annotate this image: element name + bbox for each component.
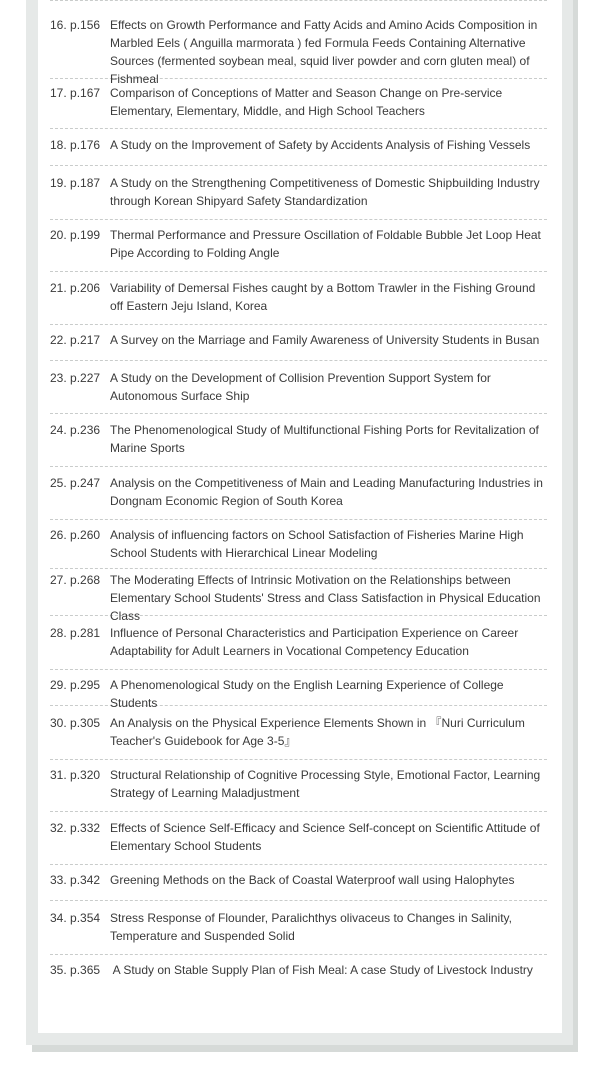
- article-page-ref: 20. p.199: [50, 228, 101, 242]
- article-title[interactable]: A Study on the Strengthening Competitiveness of Domestic Shipbuilding Industry through Korean Shipyard Safety Standardization: [110, 176, 540, 208]
- article-title[interactable]: Effects on Growth Performance and Fatty Acids and Amino Acids Composition in Marbled Eels ( Anguilla marmorata ) fed Formula Feeds Containing Alternative Sources (fermented soybean meal, squid liver powder and corn gluten meal) of Fishmeal: [110, 18, 538, 86]
- list-item[interactable]: [50, 224, 547, 272]
- article-title[interactable]: A Survey on the Marriage and Family Awareness of University Students in Busan: [110, 333, 540, 347]
- list-item[interactable]: [50, 134, 547, 166]
- article-title[interactable]: The Phenomenological Study of Multifunctional Fishing Ports for Revitalization of Marine Sports: [110, 423, 539, 455]
- article-page-ref: 19. p.187: [50, 176, 101, 190]
- article-page-ref: 17. p.167: [50, 86, 101, 100]
- article-title[interactable]: Effects of Science Self-Efficacy and Science Self-concept on Scientific Attitude of Elementary School Students: [110, 821, 540, 853]
- article-title[interactable]: Influence of Personal Characteristics and Participation Experience on Career Adaptability for Adult Learners in Vocational Competency Education: [110, 626, 519, 658]
- article-page-ref: 31. p.320: [50, 768, 101, 782]
- list-item[interactable]: [50, 419, 547, 467]
- article-title[interactable]: A Study on Stable Supply Plan of Fish Meal: A case Study of Livestock Industry: [110, 963, 533, 977]
- article-title[interactable]: A Study on the Improvement of Safety by Accidents Analysis of Fishing Vessels: [110, 138, 531, 152]
- list-item[interactable]: [50, 329, 547, 361]
- list-item[interactable]: [50, 277, 547, 325]
- article-title[interactable]: Stress Response of Flounder, Paralichthys olivaceus to Changes in Salinity, Temperature and Suspended Solid: [110, 911, 512, 943]
- article-page-ref: 35. p.365: [50, 963, 101, 977]
- article-page-ref: 32. p.332: [50, 821, 101, 835]
- article-page-ref: 18. p.176: [50, 138, 101, 152]
- list-item[interactable]: [50, 82, 547, 129]
- list-item[interactable]: [50, 674, 547, 710]
- article-page-ref: 34. p.354: [50, 911, 101, 925]
- article-page-ref: 24. p.236: [50, 423, 101, 437]
- article-title[interactable]: Greening Methods on the Back of Coastal Waterproof wall using Halophytes: [110, 873, 515, 887]
- article-page-ref: 25. p.247: [50, 476, 101, 490]
- article-page-ref: 28. p.281: [50, 626, 101, 640]
- article-title[interactable]: Analysis on the Competitiveness of Main and Leading Manufacturing Industries in Dongnam Economic Region of South Korea: [110, 476, 543, 508]
- list-item[interactable]: [50, 524, 547, 569]
- article-page-ref: 27. p.268: [50, 573, 101, 587]
- article-title[interactable]: Comparison of Conceptions of Matter and Season Change on Pre-service Elementary, Elementary, Middle, and High School Teachers: [110, 86, 503, 118]
- article-title[interactable]: An Analysis on the Physical Experience Elements Shown in 『Nuri Curriculum Teacher's Guidebook for Age 3-5』: [110, 716, 525, 748]
- list-item[interactable]: [50, 14, 547, 86]
- article-page-ref: 21. p.206: [50, 281, 101, 295]
- list-item[interactable]: [50, 569, 547, 623]
- article-page-ref: 33. p.342: [50, 873, 101, 887]
- article-title[interactable]: A Phenomenological Study on the English Learning Experience of College Students: [110, 678, 504, 710]
- list-item[interactable]: [50, 959, 547, 991]
- article-page-ref: 26. p.260: [50, 528, 101, 542]
- article-title[interactable]: Thermal Performance and Pressure Oscillation of Foldable Bubble Jet Loop Heat Pipe According to Folding Angle: [110, 228, 541, 260]
- list-top-divider: [50, 0, 547, 1]
- list-item[interactable]: [50, 712, 547, 760]
- list-item[interactable]: [50, 622, 547, 670]
- article-page-ref: 23. p.227: [50, 371, 101, 385]
- article-page-ref: 16. p.156: [50, 18, 101, 32]
- list-item[interactable]: [50, 817, 547, 865]
- article-title[interactable]: A Study on the Development of Collision Prevention Support System for Autonomous Surface Ship: [110, 371, 491, 403]
- article-page-ref: 22. p.217: [50, 333, 101, 347]
- article-title[interactable]: Analysis of influencing factors on School Satisfaction of Fisheries Marine High School Students with Hierarchical Linear Modeling: [110, 528, 524, 560]
- article-title[interactable]: Structural Relationship of Cognitive Processing Style, Emotional Factor, Learning Strategy of Learning Maladjustment: [110, 768, 541, 800]
- article-page-ref: 29. p.295: [50, 678, 101, 692]
- article-title[interactable]: Variability of Demersal Fishes caught by a Bottom Trawler in the Fishing Ground off Eastern Jeju Island, Korea: [110, 281, 536, 313]
- article-page-ref: 30. p.305: [50, 716, 101, 730]
- list-item[interactable]: [50, 367, 547, 414]
- list-item[interactable]: [50, 907, 547, 955]
- list-item[interactable]: [50, 869, 547, 901]
- list-item[interactable]: [50, 764, 547, 812]
- list-item[interactable]: [50, 172, 547, 220]
- article-title[interactable]: The Moderating Effects of Intrinsic Motivation on the Relationships between Elementary School Students' Stress and Class Satisfaction in Physical Education Class: [110, 573, 541, 623]
- list-item[interactable]: [50, 472, 547, 520]
